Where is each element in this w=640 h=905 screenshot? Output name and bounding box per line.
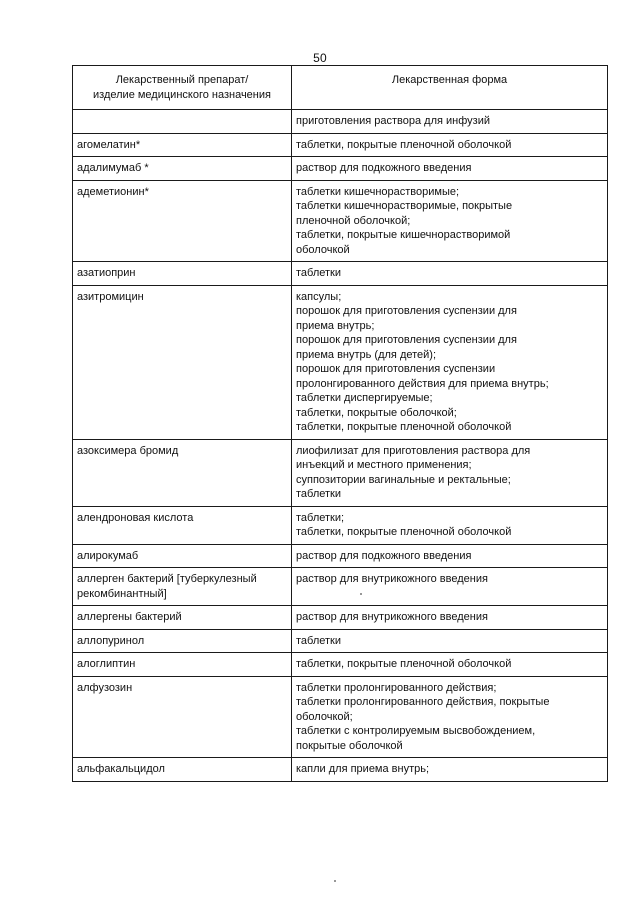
table-row bbox=[73, 676, 608, 758]
dosage-form-cell: таблетки, покрытые пленочной оболочкой bbox=[292, 133, 608, 157]
dosage-form-cell: раствор для подкожного введения bbox=[292, 157, 608, 181]
header-drug: Лекарственный препарат/ изделие медицинского назначения bbox=[73, 66, 292, 110]
table-row bbox=[73, 157, 608, 181]
table-row bbox=[73, 133, 608, 157]
dosage-form-cell: таблетки кишечнорастворимые; таблетки кишечнорастворимые, покрытые пленочной оболочкой; таблетки, покрытые кишечнорастворимой оболочкой bbox=[292, 180, 608, 262]
drug-name-cell: адеметионин* bbox=[73, 180, 292, 262]
scan-speck bbox=[360, 593, 362, 595]
drug-name-cell: альфакальцидол bbox=[73, 758, 292, 782]
table-row bbox=[73, 568, 608, 606]
table-row bbox=[73, 110, 608, 134]
dosage-form-cell: таблетки пролонгированного действия; таблетки пролонгированного действия, покрытые оболочкой; таблетки с контролируемым высвобождением, покрытые оболочкой bbox=[292, 676, 608, 758]
dosage-form-cell: таблетки bbox=[292, 262, 608, 286]
dosage-form-cell: лиофилизат для приготовления раствора для инъекций и местного применения; суппозитории вагинальные и ректальные; таблетки bbox=[292, 439, 608, 506]
table-row bbox=[73, 606, 608, 630]
scan-speck bbox=[334, 880, 336, 882]
drug-name-cell: агомелатин* bbox=[73, 133, 292, 157]
drug-name-cell: аллерген бактерий [туберкулезный рекомбинантный] bbox=[73, 568, 292, 606]
drug-name-cell: алфузозин bbox=[73, 676, 292, 758]
table-row bbox=[73, 629, 608, 653]
dosage-form-cell: приготовления раствора для инфузий bbox=[292, 110, 608, 134]
drug-table bbox=[72, 65, 608, 782]
drug-name-cell: алоглиптин bbox=[73, 653, 292, 677]
drug-name-cell bbox=[73, 110, 292, 134]
dosage-form-cell: таблетки; таблетки, покрытые пленочной оболочкой bbox=[292, 506, 608, 544]
table-row bbox=[73, 758, 608, 782]
dosage-form-cell: раствор для подкожного введения bbox=[292, 544, 608, 568]
table-row bbox=[73, 180, 608, 262]
drug-name-cell: аллергены бактерий bbox=[73, 606, 292, 630]
drug-name-cell: аллопуринол bbox=[73, 629, 292, 653]
table-row bbox=[73, 653, 608, 677]
dosage-form-cell: капли для приема внутрь; bbox=[292, 758, 608, 782]
drug-name-cell: адалимумаб * bbox=[73, 157, 292, 181]
drug-name-cell: алендроновая кислота bbox=[73, 506, 292, 544]
drug-name-cell: алирокумаб bbox=[73, 544, 292, 568]
table-row bbox=[73, 262, 608, 286]
table-row bbox=[73, 285, 608, 439]
header-form: Лекарственная форма bbox=[292, 66, 608, 110]
table-header-row bbox=[73, 66, 608, 110]
dosage-form-cell: таблетки bbox=[292, 629, 608, 653]
page-number: 50 bbox=[313, 51, 327, 65]
drug-name-cell: азитромицин bbox=[73, 285, 292, 439]
table-row bbox=[73, 506, 608, 544]
drug-name-cell: азоксимера бромид bbox=[73, 439, 292, 506]
dosage-form-cell: раствор для внутрикожного введения bbox=[292, 568, 608, 606]
dosage-form-cell: раствор для внутрикожного введения bbox=[292, 606, 608, 630]
drug-name-cell: азатиоприн bbox=[73, 262, 292, 286]
dosage-form-cell: капсулы; порошок для приготовления суспензии для приема внутрь; порошок для приготовления суспензии для приема внутрь (для детей); порошок для приготовления суспензии пролонгированного действия для приема внутрь; таблетки диспергируемые; таблетки, покрытые оболочкой; таблетки, покрытые пленочной оболочкой bbox=[292, 285, 608, 439]
table-body bbox=[73, 110, 608, 782]
dosage-form-cell: таблетки, покрытые пленочной оболочкой bbox=[292, 653, 608, 677]
table-row bbox=[73, 439, 608, 506]
table-row bbox=[73, 544, 608, 568]
